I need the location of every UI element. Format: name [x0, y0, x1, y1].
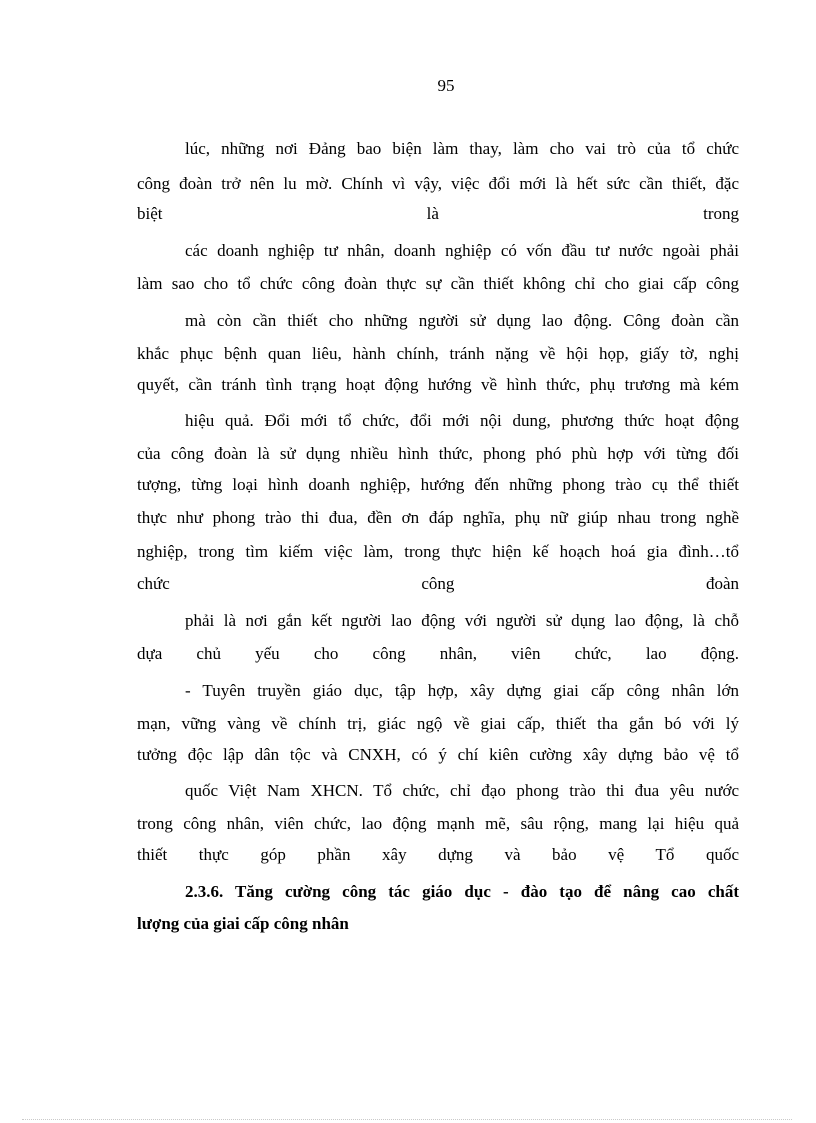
text-line: khắc phục bệnh quan liêu, hành chính, tránh nặng về hội họp, giấy tờ, nghị	[137, 344, 739, 363]
page-number: 95	[437, 76, 455, 95]
text-line: quyết, cần tránh tình trạng hoạt động hướng về hình thức, phụ trương mà kém	[137, 375, 739, 394]
text-line: quốc Việt Nam XHCN. Tổ chức, chỉ đạo phong trào thi đua yêu nước	[185, 781, 739, 800]
section-heading: lượng của giai cấp công nhân	[137, 914, 349, 933]
text-line: nghiệp, trong tìm kiếm việc làm, trong thực hiện kế hoạch hoá gia đình…tổ	[137, 542, 739, 561]
text-line: dựa chủ yếu cho công nhân, viên chức, lao động.	[137, 644, 739, 663]
text-line: công đoàn trở nên lu mờ. Chính vì vậy, việc đổi mới là hết sức cần thiết, đặc	[137, 174, 739, 193]
text-line: biệt là trong	[137, 204, 739, 223]
text-line: chức công đoàn	[137, 574, 739, 593]
text-line: hiệu quả. Đổi mới tổ chức, đổi mới nội dung, phương thức hoạt động	[185, 411, 739, 430]
section-heading: 2.3.6. Tăng cường công tác giáo dục - đào tạo để nâng cao chất	[185, 882, 739, 901]
text-line: thực như phong trào thi đua, đền ơn đáp nghĩa, phụ nữ giúp nhau trong nghề	[137, 508, 739, 527]
text-line: trong công nhân, viên chức, lao động mạnh mẽ, sâu rộng, mang lại hiệu quả	[137, 814, 739, 833]
text-line: các doanh nghiệp tư nhân, doanh nghiệp có vốn đầu tư nước ngoài phải	[185, 241, 739, 260]
text-line: thiết thực góp phần xây dựng và bảo vệ Tổ quốc	[137, 845, 739, 864]
text-line: phải là nơi gắn kết người lao động với người sử dụng lao động, là chỗ	[185, 611, 739, 630]
text-line: mạn, vững vàng về chính trị, giác ngộ về giai cấp, thiết tha gắn bó với lý	[137, 714, 739, 733]
text-line: làm sao cho tổ chức công đoàn thực sự cần thiết không chỉ cho giai cấp công	[137, 274, 739, 293]
text-line: tượng, từng loại hình doanh nghiệp, hướng đến những phong trào cụ thể thiết	[137, 475, 739, 494]
text-line: lúc, những nơi Đảng bao biện làm thay, làm cho vai trò của tổ chức	[185, 139, 739, 158]
page-bottom-divider	[22, 1119, 792, 1120]
text-line: mà còn cần thiết cho những người sử dụng lao động. Công đoàn cần	[185, 311, 739, 330]
text-line: của công đoàn là sử dụng nhiều hình thức, phong phó phù hợp với từng đối	[137, 444, 739, 463]
text-line: tưởng độc lập dân tộc và CNXH, có ý chí kiên cường xây dựng bảo vệ tổ	[137, 745, 739, 764]
text-line: - Tuyên truyền giáo dục, tập hợp, xây dựng giai cấp công nhân lớn	[185, 681, 739, 700]
